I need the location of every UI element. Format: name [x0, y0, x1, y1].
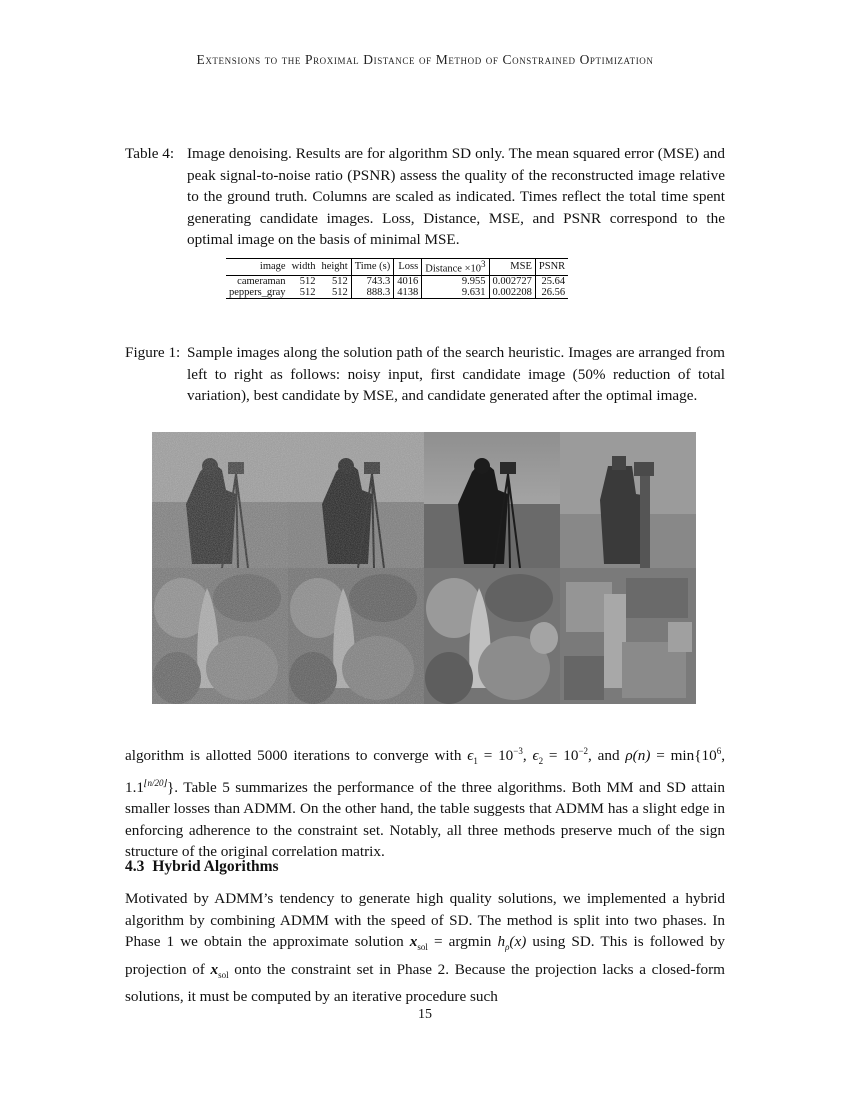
table-cell: 4138 [394, 287, 422, 299]
table-cell: 743.3 [351, 275, 394, 287]
table-cell: 888.3 [351, 287, 394, 299]
results-table [226, 258, 568, 299]
table-cell: 512 [299, 286, 316, 298]
col-height: height [318, 259, 351, 276]
cameraman-first-candidate-image [288, 432, 424, 568]
table-header-row [226, 259, 568, 276]
table-cell: 9.631 [422, 287, 489, 299]
cameraman-best-mse-image [424, 432, 560, 568]
page-number: 15 [418, 1007, 432, 1022]
table-cell: 512 [318, 275, 351, 287]
table-cell: 512 [318, 287, 351, 299]
col-image: image [259, 261, 286, 273]
table-cell: 4016 [394, 275, 422, 287]
peppers-first-candidate-image [288, 568, 424, 704]
table-row [226, 275, 568, 287]
cameraman-noisy-image [152, 432, 288, 568]
figure-label: Figure 1: [125, 344, 181, 361]
section-heading [125, 858, 279, 876]
body-paragraph-1: algorithm is allotted 5000 iterations to converge with $\epsilon_1 = 10^{-3}$, $\epsilon_2 = 10^{-2}$, and $\rho(n) = \min\{10^6$, $1.1^{⌊n/20⌋}$}. Table 5 summarizes the performance of the three algorithms. Both MM and SD attain smaller losses than ADMM. On the other hand, the table suggests that ADMM has a slight edge in enforcing adherence to the constraint set. Notably, all three methods preserve much of the sign structure of the original correlation matrix. [125, 746, 725, 861]
table-cell: cameraman [237, 275, 286, 287]
peppers-after-optimal-image [560, 568, 696, 704]
table-label: Table 4: [125, 145, 175, 162]
section-title: Hybrid Algorithms [152, 858, 279, 875]
table-cell: 9.955 [422, 275, 489, 287]
table-cell: 0.002727 [489, 275, 535, 287]
table-caption [125, 143, 725, 251]
col-loss: Loss [394, 259, 422, 276]
table-cell: 512 [299, 275, 316, 287]
table-row [226, 287, 568, 299]
table-cell: 0.002208 [489, 287, 535, 299]
col-width: width [291, 261, 316, 273]
cameraman-after-optimal-image [560, 432, 696, 568]
col-psnr: PSNR [538, 261, 566, 273]
running-header: Extensions to the Proximal Distance of Method of Constrained Optimization [196, 52, 654, 67]
table-cell: peppers_gray [229, 286, 286, 298]
peppers-best-mse-image [424, 568, 560, 704]
table-cell: 25.64 [541, 275, 566, 287]
figure-image-grid [152, 432, 696, 704]
section-number: 4.3 [125, 858, 145, 875]
table-cell: 26.56 [541, 286, 566, 298]
col-time: Time (s) [351, 259, 394, 276]
body-paragraph-2: Motivated by ADMM’s tendency to generate high quality solutions, we implemented a hybrid algorithm by combining ADMM with the speed of SD. The method is split into two phases. In Phase 1 we obtain the approximate solution $x_{sol} = argmin$ $h_\rho(x)$ using SD. This is followed by projection of $x_{sol}$ onto the constraint set in Phase 2. Because the projection lacks a closed-form solutions, it must be computed by an iterative procedure such [125, 890, 726, 1006]
table-caption-text: Image denoising. Results are for algorithm SD only. The mean squared error (MSE) and peak signal-to-noise ratio (PSNR) assess the quality of the reconstructed image relative to the ground truth. Columns are scaled as indicated. Times reflect the total time spent generating candidate images. Loss, Distance, MSE, and PSNR correspond to the optimal image on the basis of minimal MSE. [187, 145, 725, 248]
col-distance: Distance $\times 10^3$ [422, 259, 489, 276]
col-mse: MSE [489, 259, 535, 276]
figure-caption [125, 342, 725, 407]
peppers-noisy-image [152, 568, 288, 704]
figure-caption-text: Sample images along the solution path of the search heuristic. Images are arranged from left to right as follows: noisy input, first candidate image (50% reduction of total variation), best candidate by MSE, and candidate generated after the optimal image. [187, 344, 725, 404]
